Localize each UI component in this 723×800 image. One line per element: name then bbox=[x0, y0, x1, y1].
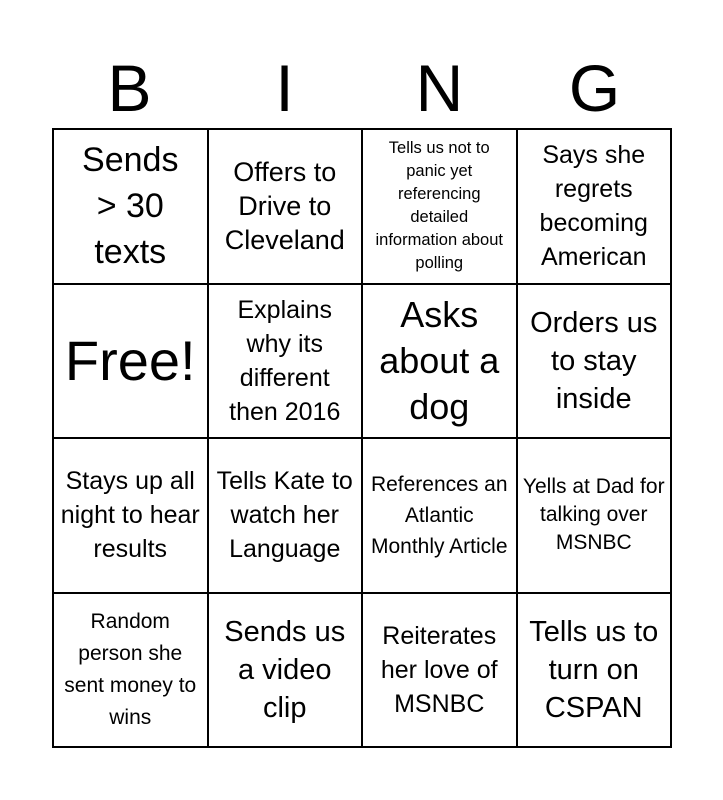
bingo-cell-text: Random person she sent money to wins bbox=[64, 609, 197, 729]
header-letter-n: N bbox=[415, 51, 464, 125]
bingo-cell-text: Explains why its different then 2016 bbox=[229, 295, 341, 426]
bingo-cell-r4c3[interactable] bbox=[362, 593, 517, 748]
bingo-cell-r2c3[interactable] bbox=[362, 284, 517, 439]
bingo-cell-r1c2[interactable] bbox=[208, 129, 363, 284]
bingo-cell-r1c4[interactable] bbox=[517, 129, 672, 284]
bingo-cell-r1c3[interactable] bbox=[362, 129, 517, 284]
header-letter-b: B bbox=[107, 51, 152, 125]
bingo-cell-text: Offers to Drive to Cleveland bbox=[224, 157, 345, 256]
bingo-cell-text: Sends > 30 texts bbox=[82, 141, 179, 272]
bingo-cell-text: Asks about a dog bbox=[379, 293, 500, 427]
bingo-cell-text: Tells Kate to watch her Language bbox=[216, 467, 353, 564]
bingo-header bbox=[52, 50, 672, 126]
bingo-cell-free[interactable] bbox=[53, 284, 208, 439]
free-space-text: Free! bbox=[64, 328, 196, 392]
bingo-cell-r3c2[interactable] bbox=[208, 438, 363, 593]
bingo-cell-r2c4[interactable] bbox=[517, 284, 672, 439]
header-letter-g: G bbox=[568, 51, 621, 125]
bingo-cell-text: Orders us to stay inside bbox=[530, 306, 658, 415]
bingo-cell-r3c4[interactable] bbox=[517, 438, 672, 593]
bingo-cell-text: Tells us not to panic yet referencing detailed information about polling bbox=[375, 139, 503, 273]
bingo-cell-text: Sends us a video clip bbox=[224, 615, 346, 724]
bingo-cell-r4c4[interactable] bbox=[517, 593, 672, 748]
header-letter-i: I bbox=[275, 51, 294, 125]
bingo-cell-text: Reiterates her love of MSNBC bbox=[380, 621, 498, 718]
bingo-cell-text: Stays up all night to hear results bbox=[60, 467, 200, 564]
bingo-cell-r3c1[interactable] bbox=[53, 438, 208, 593]
bingo-grid bbox=[52, 128, 672, 748]
bingo-cell-text: Says she regrets becoming American bbox=[539, 141, 648, 272]
bingo-cell-text: Yells at Dad for talking over MSNBC bbox=[522, 475, 665, 555]
bingo-cell-r2c2[interactable] bbox=[208, 284, 363, 439]
bingo-cell-text: References an Atlantic Monthly Article bbox=[370, 472, 508, 558]
bingo-cell-r3c3[interactable] bbox=[362, 438, 517, 593]
bingo-cell-r1c1[interactable] bbox=[53, 129, 208, 284]
bingo-cell-text: Tells us to turn on CSPAN bbox=[529, 615, 659, 724]
bingo-cell-r4c2[interactable] bbox=[208, 593, 363, 748]
bingo-cell-r4c1[interactable] bbox=[53, 593, 208, 748]
